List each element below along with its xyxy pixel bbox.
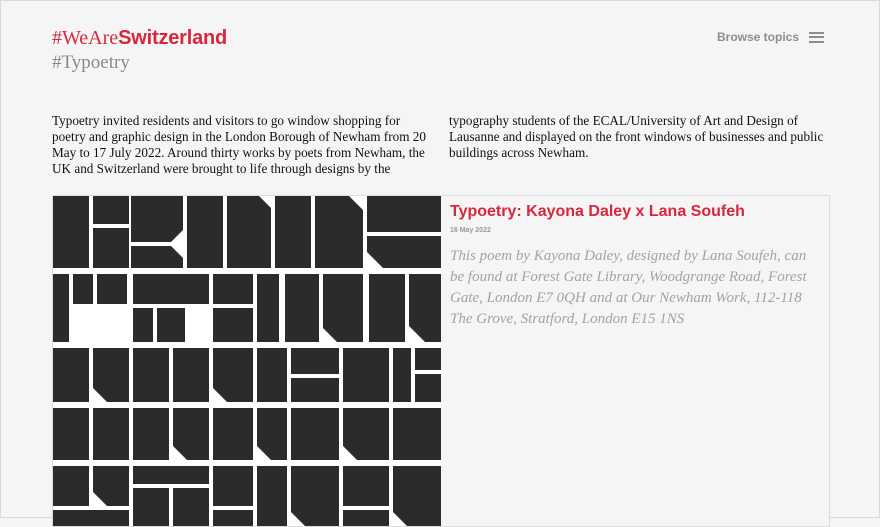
site-logo[interactable] — [52, 26, 227, 50]
article-card[interactable] — [52, 195, 830, 527]
hamburger-icon[interactable] — [809, 32, 824, 43]
browse-topics-button[interactable] — [717, 30, 824, 44]
brand-name: Switzerland — [118, 27, 228, 49]
browse-topics-label: Browse topics — [717, 30, 800, 44]
typographic-poster-image — [53, 196, 441, 526]
article-image[interactable] — [53, 196, 441, 526]
article-title[interactable]: Typoetry: Kayona Daley x Lana Soufeh — [450, 203, 745, 220]
intro-text-column-1: Typoetry invited residents and visitors to go window shopping for poetry and graphic design in the London Borough of Newham from 20 May to 17 July 2022. Around thirty works by poets from Newham, the UK and Switzerland were brought to life through designs by the — [52, 113, 426, 177]
brand-prefix: #WeAre — [52, 27, 119, 49]
article-date: 16 May 2022 — [450, 227, 491, 234]
article-description: This poem by Kayona Daley, designed by Lana Soufeh, can be found at Forest Gate Library, Woodgrange Road, Forest Gate, London E7 0QH and at Our Newham Work, 112-118 The Grove, Stratford, London E15 1NS — [450, 248, 807, 327]
page-title: #Typoetry — [52, 52, 130, 73]
intro-text-column-2: typography students of the ECAL/University of Art and Design of Lausanne and displayed on the front windows of businesses and public buildings across Newham. — [449, 113, 824, 161]
